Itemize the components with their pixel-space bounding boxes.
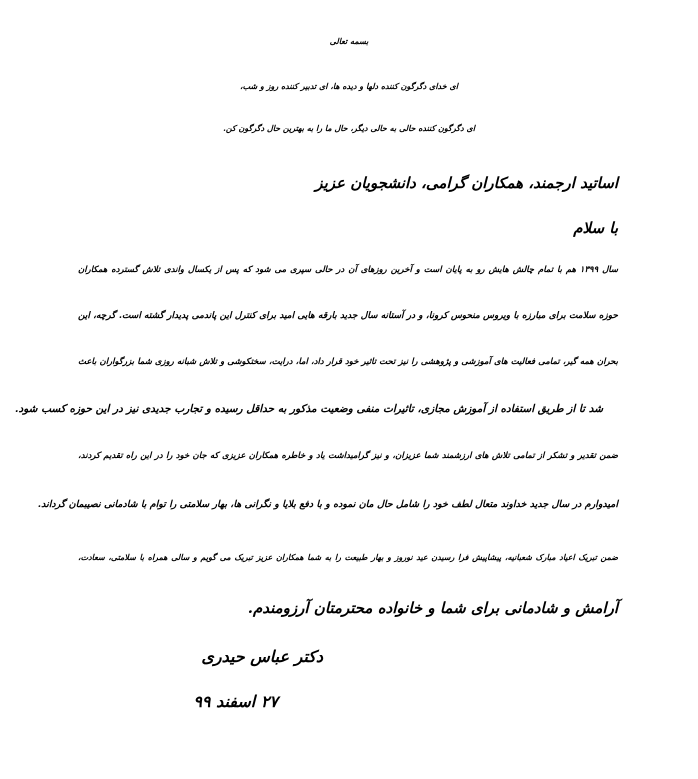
prayer-line-1: ای خدای دگرگون کننده دلها و دیده ها، ای تدبیر کننده روز و شب، — [240, 81, 458, 91]
addressees: اساتید ارجمند، همکاران گرامی، دانشجویان عزیز — [315, 174, 618, 192]
greeting: با سلام — [573, 219, 618, 237]
signature: دکتر عباس حیدری — [201, 647, 323, 666]
date: ۲۷ اسفند ۹۹ — [193, 692, 278, 711]
body-line-2: حوزه سلامت برای مبارزه با ویروس منحوس کرونا، و در آستانه سال جدید بارقه هایی امید برای کنترل این پاندمی پدیدار گشته است. گرچه، این — [78, 311, 618, 321]
prayer-line-2: ای دگرگون کننده حالی به حالی دیگر، حال ما را به بهترین حال دگرگون کن. — [223, 123, 475, 133]
body-line-5: ضمن تقدیر و تشکر از تمامی تلاش های ارزشمند شما عزیزان، و نیز گرامیداشت یاد و خاطره همکاران عزیزی که جان خود را در این راه تقدیم کردند، — [78, 451, 618, 461]
body-line-1: سال ۱۳۹۹ هم با تمام چالش هایش رو به پایان است و آخرین روزهای آن در حالی سپری می شود که پس از یکسال واندی تلاش گسترده همکاران — [78, 265, 618, 275]
body-line-8: آرامش و شادمانی برای شما و خانواده محترمتان آرزومندم. — [247, 599, 618, 617]
body-line-3: بحران همه گیر، تمامی فعالیت های آموزشی و پژوهشی را نیز تحت تاثیر خود قرار داد، اما، درایت، سختکوشی و تلاش شبانه روزی شما بزرگواران باعث — [78, 357, 618, 367]
body-line-7: ضمن تبریک اعیاد مبارک شعبانیه، پیشاپیش فرا رسیدن عید نوروز و بهار طبیعت را به شما همکاران عزیز تبریک می گویم و سالی همراه با سلامتی، سعادت، — [78, 552, 618, 562]
invocation: بسمه تعالی — [329, 36, 369, 46]
body-line-6: امیدوارم در سال جدید خداوند متعال لطف خود را شامل حال مان نموده و با دفع بلایا و نگرانی ها، بهار سلامتی را توام با شادمانی نصیبمان گرداند. — [37, 499, 618, 510]
body-line-4: شد تا از طریق استفاده از آموزش مجازی، تاثیرات منفی وضعیت مذکور به حداقل رسیده و تجارب جدیدی نیز در این حوزه کسب شود. — [14, 403, 603, 415]
